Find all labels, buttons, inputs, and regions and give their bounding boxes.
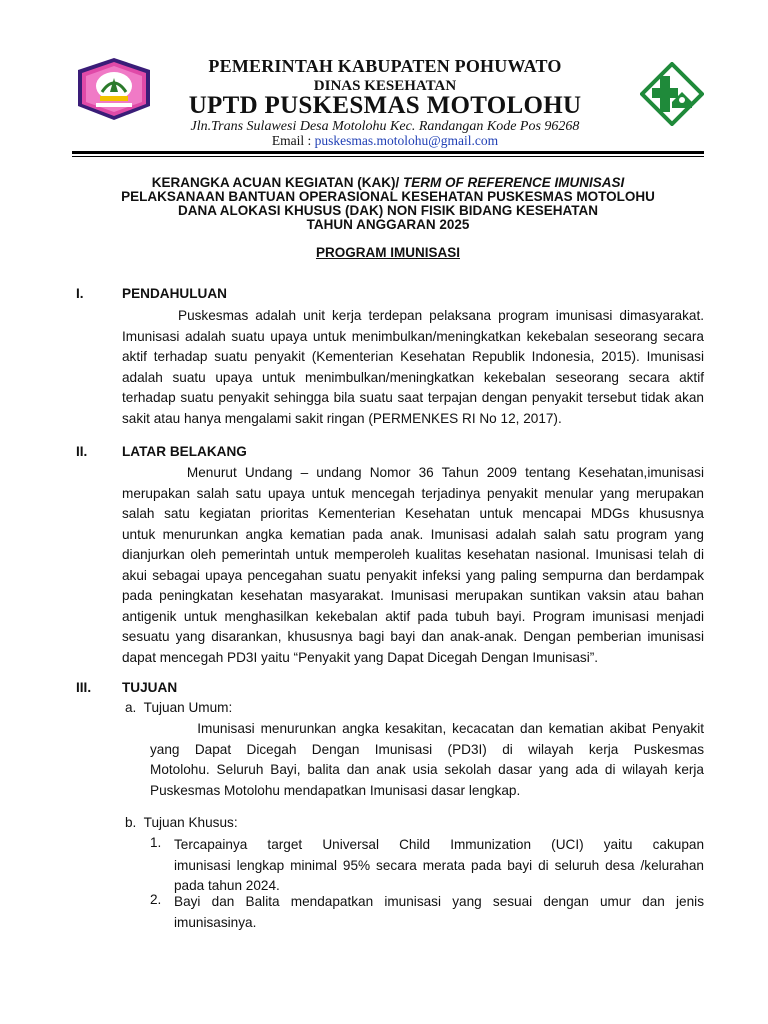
letterhead-rule	[72, 151, 704, 154]
section-3-number: III.	[76, 680, 92, 695]
section-2-heading: LATAR BELAKANG	[122, 444, 247, 459]
email-link[interactable]: puskesmas.motolohu@gmail.com	[314, 133, 499, 148]
document-title-line-3: DANA ALOKASI KHUSUS (DAK) NON FISIK BIDANG KESEHATAN	[178, 203, 598, 218]
objective-item-1-text: Tercapainya target Universal Child Immunization (UCI) yaitu cakupan imunisasi lengkap minimal 95% secara merata pada bayi di seluruh desa /kelurahan pada tahun 2024.	[174, 837, 704, 893]
objective-general-paragraph: Imunisasi menurunkan angka kesakitan, kecacatan dan kematian akibat Penyakit yang Dapat Dicegah Dengan Imunisasi (PD3I) di wilayah kerja Puskesmas Motolohu. Seluruh Bayi, balita dan anak usia sekolah dasar yang ada di wilayah kerja Puskesmas Motolohu mendapatkan Imunisasi dasar lengkap.	[150, 721, 704, 798]
email-label: Email :	[271, 133, 315, 148]
document-title-line-2: PELAKSANAAN BANTUAN OPERASIONAL KESEHATAN PUSKESMAS MOTOLOHU	[121, 189, 655, 204]
institution-name: UPTD PUSKESMAS MOTOLOHU	[188, 92, 582, 119]
puskesmas-logo-icon	[640, 62, 704, 126]
section-1-number: I.	[76, 286, 84, 301]
section-2-paragraph: Menurut Undang – undang Nomor 36 Tahun 2009 tentang Kesehatan,imunisasi merupakan salah satu upaya untuk mencegah terjadinya penyakit menular yang merupakan salah satu kegiatan prioritas Kementerian Kesehatan untuk mencapai MDGs khususnya untuk menurunkan angka kematian pada anak. Imunisasi adalah salah satu program yang dianjurkan oleh pemerintah untuk memperoleh kualitas kesehatan nasional. Imunisasi telah di akui sebagai upaya pencegahan suatu penyakit infeksi yang paling sempurna dan berdampak pada peningkatan kesehatan masyarakat. Imunisasi merupakan suntikan vaksin atau bahan antigenik untuk menghasilkan kekebalan aktif pada tubuh bayi. Program imunisasi menjadi sesuatu yang disarankan, khususnya bagi bayi dan anak-anak. Dengan pemberian imunisasi dapat mencegah PD3I yaitu “Penyakit yang Dapat Dicegah Dengan Imunisasi”.	[122, 465, 704, 665]
regency-emblem-icon	[74, 56, 154, 122]
email-line	[150, 133, 620, 149]
section-2-number: II.	[76, 444, 88, 459]
document-title-line-4: TAHUN ANGGARAN 2025	[306, 217, 470, 232]
government-name: PEMERINTAH KABUPATEN POHUWATO	[208, 56, 562, 76]
document-title-line-1: KERANGKA ACUAN KEGIATAN (KAK)/ TERM OF REFERENCE IMUNISASI	[151, 175, 625, 190]
program-title: PROGRAM IMUNISASI	[315, 245, 460, 260]
objective-item-2-number: 2.	[150, 892, 162, 907]
objective-specific-label: b. Tujuan Khusus:	[125, 815, 238, 830]
letterhead-rule-thin	[72, 156, 704, 157]
department-name: DINAS KESEHATAN	[313, 78, 457, 94]
section-1-paragraph: Puskesmas adalah unit kerja terdepan pelaksana program imunisasi dimasyarakat. Imunisasi adalah suatu upaya untuk menimbulkan/meningkatkan kekebalan seseorang secara aktif terhadap suatu penyakit (Kementerian Kesehatan Republik Indonesia, 2015). Imunisasi adalah suatu upaya untuk menimbulkan/meningkatkan kekebalan seseorang secara aktif terhadap suatu penyakit sehingga bila suatu saat terpajan dengan penyakit tersebut tidak akan sakit atau hanya mengalami sakit ringan (PERMENKES RI No 12, 2017).	[122, 308, 704, 426]
objective-general-label: a. Tujuan Umum:	[125, 700, 233, 715]
institution-address: Jln.Trans Sulawesi Desa Motolohu Kec. Randangan Kode Pos 96268	[190, 119, 580, 134]
section-3-heading: TUJUAN	[122, 680, 178, 695]
section-1-heading: PENDAHULUAN	[122, 286, 227, 301]
objective-item-2-text: Bayi dan Balita mendapatkan imunisasi yang sesuai dengan umur dan jenis imunisasinya.	[174, 894, 704, 930]
objective-item-1-number: 1.	[150, 835, 162, 850]
